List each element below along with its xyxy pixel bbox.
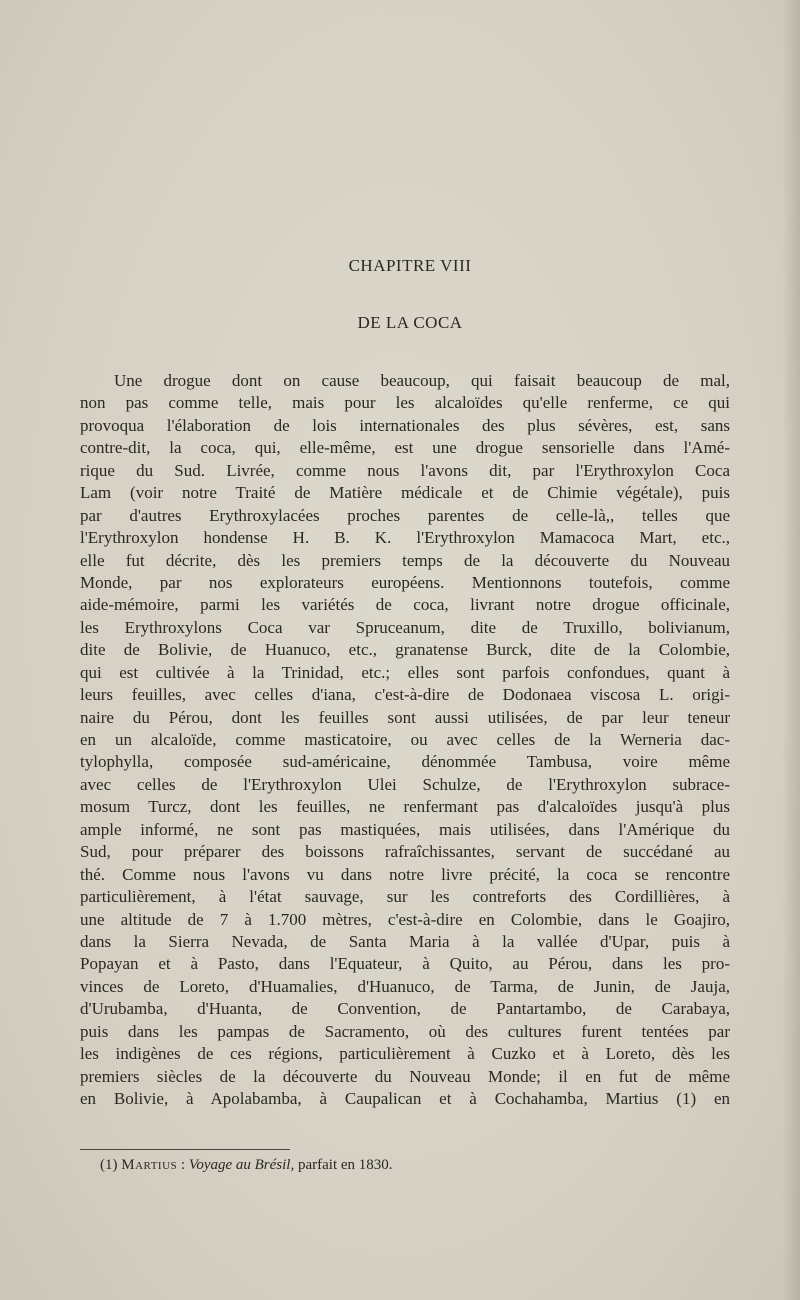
body-line: Une drogue dont on cause beaucoup, qui faisait beaucoup de mal, [114,371,730,390]
body-line: contre-dit, la coca, qui, elle-même, est une drogue sensorielle dans l'Amé- [80,438,730,458]
footnote-separator: : [180,1157,186,1173]
body-line: Monde, par nos explorateurs européens. Mentionnons toutefois, comme [80,572,730,592]
body-line: rique du Sud. Livrée, comme nous l'avons dit, par l'Erythroxylon Coca [80,460,730,480]
body-line: aide-mémoire, parmi les variétés de coca, livrant notre drogue officinale, [80,595,730,615]
body-line: en Bolivie, à Apolabamba, à Caupalican et à Cochahamba, Martius (1) en [80,1089,730,1108]
body-line: premiers siècles de la découverte du Nouveau Monde; il en fut de même [80,1066,730,1086]
footnote-title: Voyage au Brésil, [188,1157,295,1173]
body-line: qui est cultivée à la Trinidad, etc.; elles sont parfois confondues, quant à [80,662,730,682]
body-line: tylophylla, composée sud-américaine, dénommée Tambusa, voire même [80,752,730,772]
body-line: par d'autres Erythroxylacées proches parentes de celle-là,, telles que [80,505,730,525]
body-line: Sud, pour préparer des boissons rafraîchissantes, servant de succédané au [80,842,730,862]
body-line: mosum Turcz, dont les feuilles, ne renfermant pas d'alcaloïdes jusqu'à plus [80,797,730,817]
body-line: ample informé, ne sont pas mastiquées, mais utilisées, dans l'Amérique du [80,819,730,839]
body-line: dans la Sierra Nevada, de Santa Maria à la vallée d'Upar, puis à [80,931,730,951]
footnote-author: Martius [121,1157,178,1173]
body-line: Popayan et à Pasto, dans l'Equateur, à Quito, au Pérou, dans les pro- [80,954,730,974]
chapter-number: CHAPITRE VIII [348,256,472,275]
body-line: l'Erythroxylon hondense H. B. K. l'Erythroxylon Mamacoca Mart, etc., [80,528,730,548]
body-text [80,370,730,1110]
body-line: leurs feuilles, avec celles d'iana, c'est-à-dire de Dodonaea viscosa L. origi- [80,685,730,705]
body-line: d'Urubamba, d'Huanta, de Convention, de Pantartambo, de Carabaya, [80,999,730,1019]
footnote-marker: (1) [100,1157,118,1173]
body-line: dite de Bolivie, de Huanuco, etc., granatense Burck, dite de la Colombie, [80,640,730,660]
body-line: particulièrement, à l'état sauvage, sur les contreforts des Cordillières, à [80,887,730,907]
footnote [100,1157,393,1174]
chapter-title: DE LA COCA [357,313,463,332]
body-line: provoqua l'élaboration de lois internationales des plus sévères, est, sans [80,415,730,435]
body-line: une altitude de 7 à 1.700 mètres, c'est-à-dire en Colombie, dans le Goajiro, [80,909,730,929]
footnote-rest: parfait en 1830. [297,1157,393,1173]
body-line: puis dans les pampas de Sacramento, où des cultures furent tentées par [80,1021,730,1041]
body-line: thé. Comme nous l'avons vu dans notre livre précité, la coca se rencontre [80,864,730,884]
body-line: avec celles de l'Erythroxylon Ulei Schulze, de l'Erythroxylon subrace- [80,774,730,794]
body-line: naire du Pérou, dont les feuilles sont aussi utilisées, de par leur teneur [80,707,730,727]
body-line: en un alcaloïde, comme masticatoire, ou avec celles de la Werneria dac- [80,730,730,749]
body-line: les Erythroxylons Coca var Spruceanum, dite de Truxillo, bolivianum, [80,617,730,637]
body-line: vinces de Loreto, d'Huamalies, d'Huanuco, de Tarma, de Junin, de Jauja, [80,976,730,996]
footnote-rule [80,1149,290,1150]
body-line: Lam (voir notre Traité de Matière médicale et de Chimie végétale), puis [80,483,730,503]
body-line: les indigènes de ces régions, particulièrement à Cuzko et à Loreto, dès les [80,1044,730,1064]
body-line: non pas comme telle, mais pour les alcaloïdes qu'elle renferme, ce qui [80,393,730,413]
body-line: elle fut décrite, dès les premiers temps de la découverte du Nouveau [80,550,730,570]
